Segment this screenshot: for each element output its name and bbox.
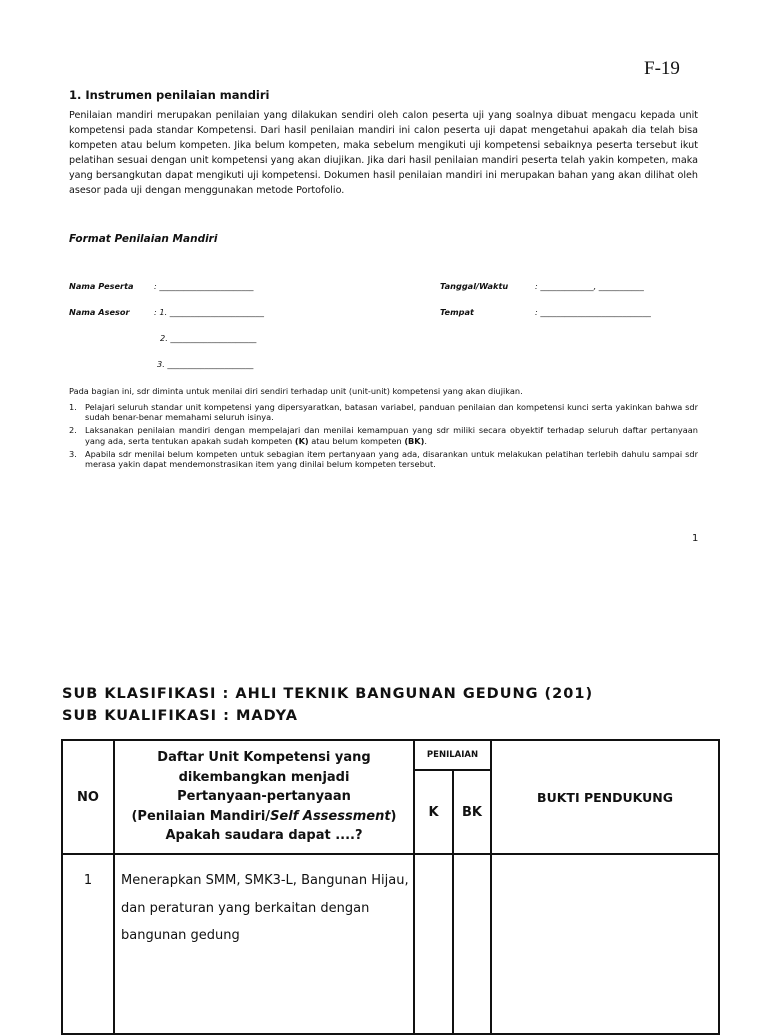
- list-item-number: 3.: [69, 448, 77, 459]
- kompeten-code: (K): [294, 435, 309, 446]
- list-item-text: .: [424, 435, 427, 446]
- nama-peserta-field[interactable]: : _______________________: [154, 281, 254, 291]
- row-question: Menerapkan SMM, SMK3-L, Bangunan Hijau, dan peraturan yang berkaitan dengan bangunan gedung: [114, 854, 414, 1034]
- row-bukti-cell[interactable]: [491, 854, 719, 1034]
- nama-asesor-3-field[interactable]: 3. _____________________: [157, 359, 254, 369]
- table-row: [62, 854, 719, 1034]
- tempat-field[interactable]: : ___________________________: [535, 307, 651, 317]
- form-code: F-19: [644, 58, 680, 79]
- instruction-list: [69, 402, 698, 472]
- row-number: 1: [62, 854, 114, 1034]
- header-daftar-line: dikembangkan menjadi: [178, 769, 350, 785]
- list-item: [69, 449, 698, 470]
- tempat-label: Tempat: [440, 307, 474, 317]
- sub-klasifikasi: SUB KLASIFIKASI : AHLI TEKNIK BANGUNAN GEDUNG (201): [62, 686, 594, 702]
- list-item-text: atau belum kompeten: [308, 435, 405, 446]
- header-daftar-part: ): [390, 808, 397, 824]
- header-daftar-unit: [114, 740, 414, 854]
- header-k: K: [414, 770, 453, 854]
- list-item-number: 1.: [69, 402, 77, 412]
- list-item-text: Laksanakan penilaian mandiri dengan mempelajari dan menilai kemampuan yang sdr miliki secara obyektif terhadap seluruh daftar pertanyaan yang ada, serta tentukan apakah sudah kompeten: [85, 425, 698, 446]
- instruction-note: Pada bagian ini, sdr diminta untuk menilai diri sendiri terhadap unit (unit-unit) kompetensi yang akan diujikan.: [69, 386, 523, 396]
- header-daftar-part: (Penilaian Mandiri/: [131, 808, 271, 824]
- list-item: [69, 402, 698, 423]
- tanggal-waktu-field[interactable]: : _____________, ___________: [535, 281, 644, 291]
- header-self-assessment: Self Assessment: [270, 808, 391, 824]
- nama-asesor-2-field[interactable]: 2. _____________________: [160, 333, 257, 343]
- header-bk: BK: [453, 770, 491, 854]
- header-penilaian: PENILAIAN: [414, 740, 491, 770]
- assessment-table: [61, 739, 720, 1035]
- list-item-text: Pelajari seluruh standar unit kompetensi yang dipersyaratkan, batasan variabel, panduan penilaian dan kompetensi kunci serta yakinkan bahwa sdr sudah benar-benar memahami seluruh isinya.: [85, 402, 698, 423]
- header-daftar-line: Apakah saudara dapat ....?: [165, 828, 363, 844]
- header-daftar-line: Pertanyaan-pertanyaan: [177, 789, 351, 805]
- header-daftar-line: [115, 807, 413, 827]
- nama-asesor-label: Nama Asesor: [69, 307, 130, 317]
- list-item-text: Apabila sdr menilai belum kompeten untuk sebagian item pertanyaan yang ada, disarankan untuk melakukan pelatihan terlebih dahulu sampai sdr merasa yakin dapat mendemonstrasikan item yang dinilai belum kompeten tersebut.: [85, 448, 698, 470]
- belum-kompeten-code: (BK): [404, 435, 425, 446]
- nama-asesor-1-field[interactable]: : 1. _______________________: [154, 307, 264, 317]
- format-title: Format Penilaian Mandiri: [69, 233, 218, 245]
- header-daftar-line: Daftar Unit Kompetensi yang: [157, 750, 371, 766]
- list-item: [69, 425, 698, 446]
- list-item-number: 2.: [69, 425, 77, 436]
- intro-paragraph: Penilaian mandiri merupakan penilaian yang dilakukan sendiri oleh calon peserta uji yang soalnya dibuat mengacu kepada unit kompetensi pada standar Kompetensi. Dari hasil penilaian mandiri ini calon peserta uji dapat mengetahui apakah dia telah bisa kompeten atau belum kompeten. Jika belum kompeten, maka sebelum mengikuti uji kompetensi sebaiknya peserta tersebut ikut pelatihan sesuai dengan unit kompetensi yang akan diujikan. Jika dari hasil penilaian mandiri peserta telah yakin kompeten, maka yang bersangkutan dapat mengikuti uji kompetensi. Dokumen hasil penilaian mandiri ini merupakan bahan yang akan dilihat oleh asesor pada uji dengan menggunakan metode Portofolio.: [69, 110, 698, 196]
- section-title: 1. Instrumen penilaian mandiri: [69, 88, 270, 102]
- nama-peserta-label: Nama Peserta: [69, 281, 134, 291]
- page-number: 1: [692, 533, 699, 544]
- row-bk-cell[interactable]: [453, 854, 491, 1034]
- sub-kualifikasi: SUB KUALIFIKASI : MADYA: [62, 708, 298, 724]
- row-k-cell[interactable]: [414, 854, 453, 1034]
- header-no: NO: [62, 740, 114, 854]
- header-bukti-pendukung: BUKTI PENDUKUNG: [491, 740, 719, 854]
- tanggal-waktu-label: Tanggal/Waktu: [440, 281, 509, 291]
